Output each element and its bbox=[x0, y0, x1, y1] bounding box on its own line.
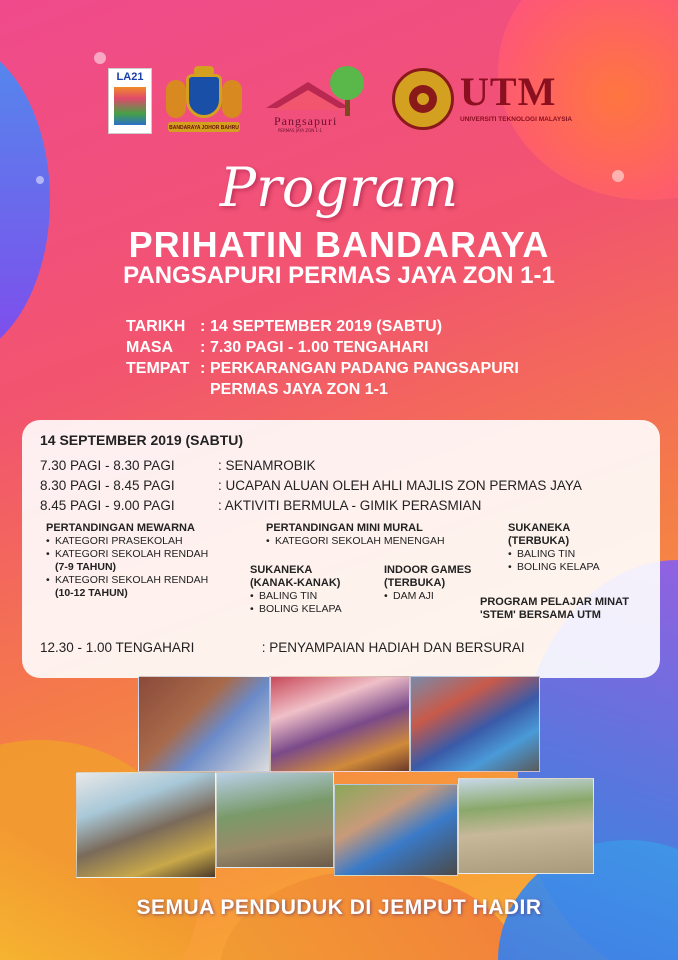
info-separator: : bbox=[200, 360, 206, 377]
crest-ribbon-text: BANDARAYA JOHOR BAHRU bbox=[169, 125, 239, 131]
page-subtitle: PANGSAPURI PERMAS JAYA ZON 1-1 bbox=[123, 262, 555, 289]
category-item-sub: (7-9 TAHUN) bbox=[55, 561, 117, 573]
schedule-time: 8.45 PAGI - 9.00 PAGI bbox=[40, 498, 175, 513]
la21-logo-text: LA21 bbox=[116, 71, 144, 83]
category-title: PERTANDINGAN MEWARNA bbox=[46, 522, 195, 534]
category-title-sub: (KANAK-KANAK) bbox=[250, 577, 341, 589]
closing-desc: : PENYAMPAIAN HADIAH DAN BERSURAI bbox=[262, 640, 525, 655]
la21-logo bbox=[108, 68, 152, 134]
category-item bbox=[250, 603, 380, 616]
emblem-inner bbox=[409, 85, 437, 113]
event-info bbox=[126, 316, 519, 400]
category-title: PERTANDINGAN MINI MURAL bbox=[266, 522, 423, 534]
category-title: INDOOR GAMES bbox=[384, 564, 472, 576]
category-title: SUKANEKA bbox=[250, 564, 313, 576]
info-row-tempat-cont bbox=[126, 379, 519, 400]
category-title-sub: (TERBUKA) bbox=[508, 535, 570, 547]
masa-label: MASA bbox=[126, 339, 174, 356]
emblem-core bbox=[417, 93, 429, 105]
category-item-label: KATEGORI SEKOLAH RENDAH bbox=[55, 548, 209, 560]
category-item bbox=[250, 590, 380, 603]
category-stem bbox=[480, 596, 650, 622]
utm-emblem-logo bbox=[392, 68, 454, 130]
pangsapuri-tree-icon bbox=[330, 66, 364, 100]
info-separator: : bbox=[200, 339, 206, 356]
photo-children-coloring bbox=[270, 676, 410, 772]
pangsapuri-roof-inner bbox=[274, 90, 342, 110]
category-item bbox=[46, 535, 246, 548]
utm-logo-subtext: UNIVERSITI TEKNOLOGI MALAYSIA bbox=[460, 116, 573, 123]
crest-lion-right bbox=[222, 80, 242, 118]
tempat-value-line1: PERKARANGAN PADANG PANGSAPURI bbox=[210, 360, 519, 377]
category-item-label: KATEGORI SEKOLAH RENDAH bbox=[55, 574, 209, 586]
schedule-closing bbox=[40, 640, 525, 655]
category-item bbox=[508, 561, 638, 574]
page-title: PRIHATIN BANDARAYA bbox=[128, 224, 550, 265]
schedule-date: 14 SEPTEMBER 2019 (SABTU) bbox=[40, 432, 244, 448]
category-item-label: BOLING KELAPA bbox=[259, 603, 342, 615]
photo-outdoor-crowd bbox=[216, 772, 334, 868]
category-indoor-games bbox=[384, 564, 494, 603]
category-item-label: BOLING KELAPA bbox=[517, 561, 600, 573]
closing-time: 12.30 - 1.00 TENGAHARI bbox=[40, 640, 195, 655]
pangsapuri-logo bbox=[258, 64, 370, 140]
schedule-desc: : AKTIVITI BERMULA - GIMIK PERASMIAN bbox=[218, 496, 481, 516]
category-sukaneka-terbuka bbox=[508, 522, 638, 574]
photo-dam-game bbox=[410, 676, 540, 772]
photo-mural-wall bbox=[138, 676, 270, 772]
category-item bbox=[46, 548, 246, 574]
category-title: PROGRAM PELAJAR MINAT bbox=[480, 596, 629, 608]
schedule-row bbox=[40, 476, 582, 496]
photo-tin-stack bbox=[458, 778, 594, 874]
category-mewarna bbox=[46, 522, 246, 600]
category-item-label: DAM AJI bbox=[393, 590, 434, 602]
crest-lion-left bbox=[166, 80, 186, 118]
category-title-sub: (TERBUKA) bbox=[384, 577, 446, 589]
pangsapuri-logo-subtext: PERMAS JAYA ZON 1-1 bbox=[278, 128, 323, 133]
schedule-row bbox=[40, 496, 582, 516]
info-row-tempat bbox=[126, 358, 519, 379]
category-item-label: BALING TIN bbox=[259, 590, 318, 602]
category-item-label: KATEGORI PRASEKOLAH bbox=[55, 535, 183, 547]
pangsapuri-logo-text: Pangsapuri bbox=[274, 114, 338, 128]
category-sukaneka-kanak bbox=[250, 564, 380, 616]
schedule-time: 7.30 PAGI - 8.30 PAGI bbox=[40, 458, 175, 473]
photo-kids-game bbox=[334, 784, 458, 876]
masa-value: 7.30 PAGI - 1.00 TENGAHARI bbox=[210, 339, 429, 356]
schedule-list bbox=[40, 456, 582, 516]
category-item bbox=[508, 548, 638, 561]
schedule-time: 8.30 PAGI - 8.45 PAGI bbox=[40, 478, 175, 493]
logo-bar bbox=[100, 64, 580, 144]
category-item bbox=[384, 590, 494, 603]
utm-logo-text: UTM bbox=[460, 69, 557, 114]
category-mural bbox=[266, 522, 486, 548]
category-title-sub: 'STEM' BERSAMA UTM bbox=[480, 609, 601, 621]
schedule-card bbox=[22, 420, 660, 678]
schedule-desc: : UCAPAN ALUAN OLEH AHLI MAJLIS ZON PERMAS JAYA bbox=[218, 476, 582, 496]
category-item bbox=[266, 535, 486, 548]
info-row-tarikh bbox=[126, 316, 519, 337]
schedule-row bbox=[40, 456, 582, 476]
schedule-desc: : SENAMROBIK bbox=[218, 456, 316, 476]
decor-dot bbox=[94, 52, 106, 64]
program-script-heading: Program bbox=[219, 156, 459, 219]
crest-shield bbox=[186, 74, 222, 118]
info-separator: : bbox=[200, 318, 206, 335]
mbjb-crest-logo bbox=[164, 66, 244, 136]
photo-coconut-prep bbox=[76, 772, 216, 878]
tarikh-label: TARIKH bbox=[126, 318, 186, 335]
footer-invitation: SEMUA PENDUDUK DI JEMPUT HADIR bbox=[136, 896, 542, 919]
tempat-value-line2: PERMAS JAYA ZON 1-1 bbox=[210, 381, 388, 398]
category-item bbox=[46, 574, 246, 600]
info-row-masa bbox=[126, 337, 519, 358]
tarikh-value: 14 SEPTEMBER 2019 (SABTU) bbox=[210, 318, 443, 335]
category-title: SUKANEKA bbox=[508, 522, 571, 534]
category-item-label: KATEGORI SEKOLAH MENENGAH bbox=[275, 535, 445, 547]
la21-logo-image bbox=[114, 87, 146, 125]
category-item-sub: (10-12 TAHUN) bbox=[55, 587, 128, 599]
tempat-label: TEMPAT bbox=[126, 360, 190, 377]
category-item-label: BALING TIN bbox=[517, 548, 576, 560]
utm-logo bbox=[460, 70, 578, 130]
